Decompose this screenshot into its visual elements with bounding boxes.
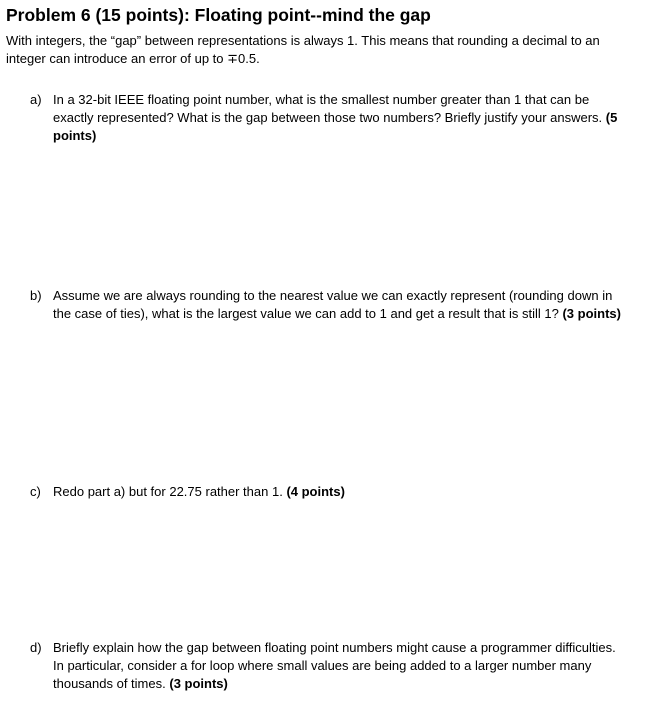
part-b-text: Assume we are always rounding to the nearest value we can exactly represent (rounding down in the case of ties), what is the largest value we can add to 1 and get a result that is still 1? [53,288,613,321]
question-part-d [30,639,630,693]
part-b-letter: b) [30,288,42,303]
part-b-points: (3 points) [562,306,621,321]
intro-paragraph: With integers, the “gap” between representations is always 1. This means that rounding a decimal to an integer can introduce an error of up to ∓0.5. [6,33,600,66]
question-part-c [30,483,630,501]
question-part-a [30,91,630,145]
question-part-b [30,287,630,323]
part-c-points: (4 points) [286,484,345,499]
part-a-points: (5 points) [53,110,618,143]
part-a-text: In a 32-bit IEEE floating point number, what is the smallest number greater than 1 that can be exactly represented? What is the gap between those two numbers? Briefly justify your answers. [53,92,603,125]
part-c-text: Redo part a) but for 22.75 rather than 1. [53,484,283,499]
part-d-letter: d) [30,640,42,655]
part-d-points: (3 points) [169,676,228,691]
page-title: Problem 6 (15 points): Floating point--mind the gap [6,5,431,25]
part-c-letter: c) [30,484,41,499]
part-d-text: Briefly explain how the gap between floating point numbers might cause a programmer difficulties. In particular, consider a for loop where small values are being added to a larger number many thousands of times. [53,640,616,691]
part-a-letter: a) [30,92,42,107]
